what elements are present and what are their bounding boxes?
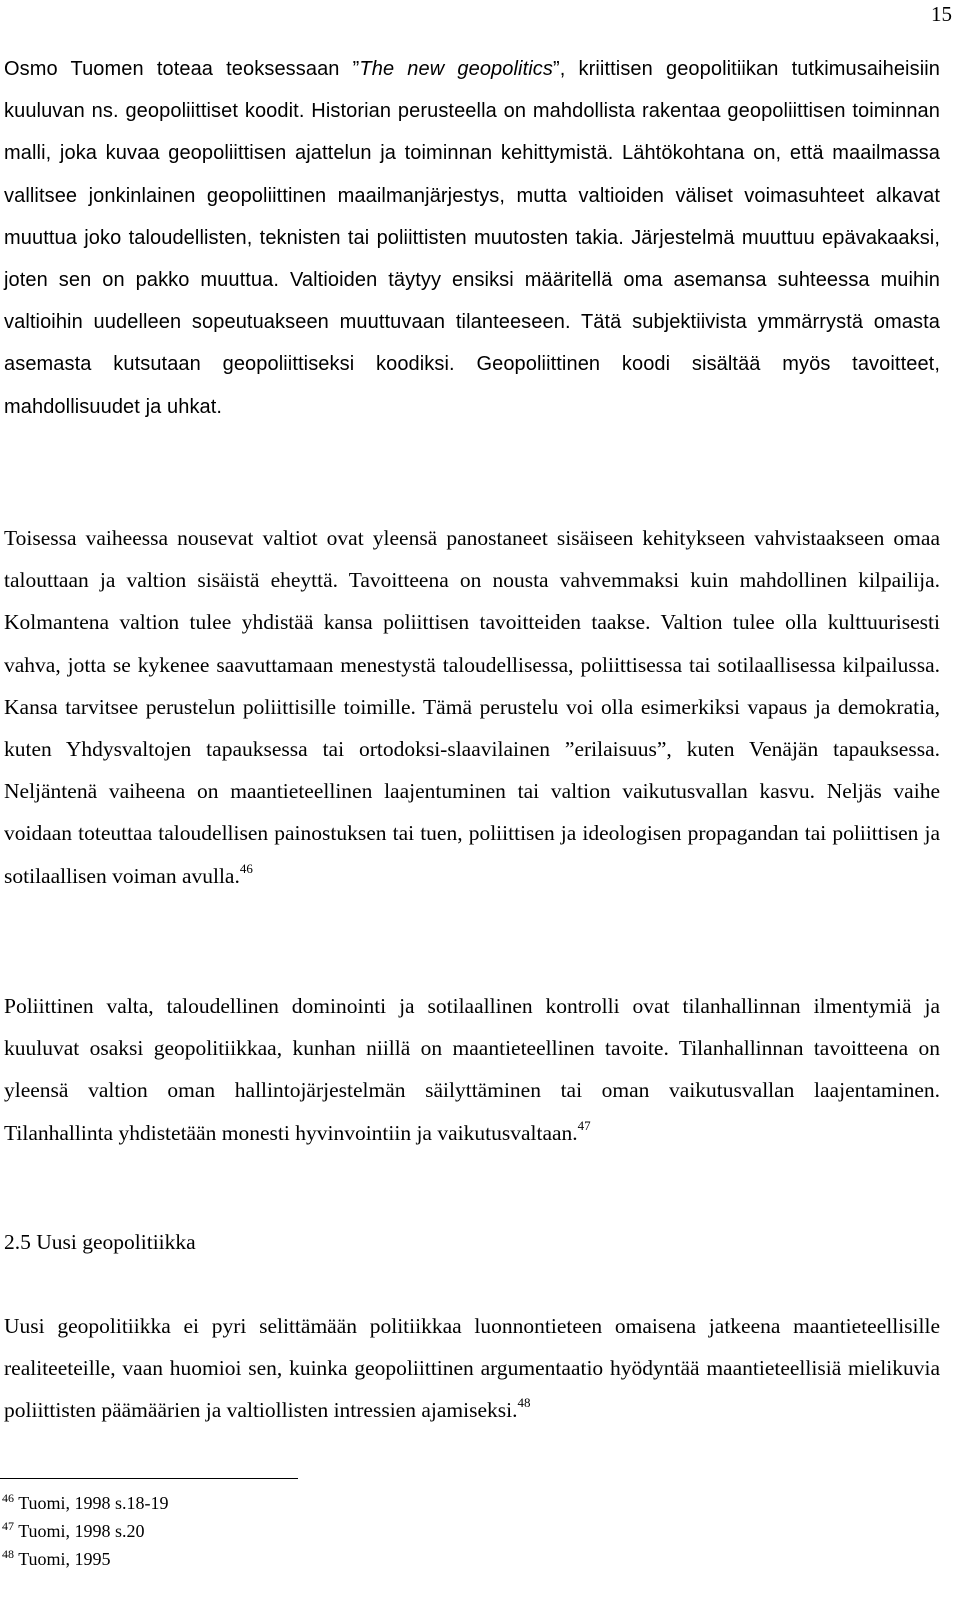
paragraph-second-phase	[4, 517, 940, 900]
paragraph-new-geopolitics	[4, 1305, 940, 1435]
footnote-item	[2, 1490, 169, 1518]
footnote-item	[2, 1518, 169, 1546]
book-title: The new geopolitics	[359, 58, 553, 80]
paragraph-territorial-control	[4, 985, 940, 1157]
footnote-text: Tuomi, 1998 s.18-19	[18, 1493, 169, 1513]
footnote-text: Tuomi, 1998 s.20	[18, 1521, 145, 1541]
paragraph-geopolitical-codes	[4, 48, 940, 428]
footnote-divider	[0, 1478, 298, 1479]
paragraph-text: Uusi geopolitiikka ei pyri selittämään politiikkaa luonnontieteen omaisena jatkeena maantieteellisille realiteeteille, vaan huomioi sen, kuinka geopoliittinen argumentaatio hyödyntää maantieteellisiä mielikuvia poliittisten päämäärien ja valtiollisten intressien ajamiseksi.	[4, 1314, 940, 1423]
paragraph-text: Toisessa vaiheessa nousevat valtiot ovat yleensä panostaneet sisäiseen kehitykseen vahvistaakseen omaa talouttaan ja valtion sisäistä eheyttä. Tavoitteena on nousta vahvemmaksi kuin mahdollinen kilpailija. Kolmantena valtion tulee yhdistää kansa poliittisen tavoitteiden taakse. Valtion tulee olla kulttuurisesti vahva, jotta se kykenee saavuttamaan menestystä taloudellisessa, poliittisessa tai sotilaallisessa kilpailussa. Kansa tarvitsee perustelun poliittisille toimille. Tämä perustelu voi olla esimerkiksi vapaus ja demokratia, kuten Yhdysvaltojen tapauksessa tai ortodoksi-slaavilainen ”erilaisuus”, kuten Venäjän tapauksessa. Neljäntenä vaiheena on maantieteellinen laajentuminen tai valtion vaikutusvallan kasvu. Neljäs vaihe voidaan toteuttaa taloudellisen painostuksen tai tuen, poliittisen ja ideologisen propagandan tai poliittisen ja sotilaallisen voiman avulla.	[4, 526, 940, 888]
footnote-reference[interactable]: 48	[517, 1395, 531, 1411]
footnote-reference[interactable]: 47	[577, 1117, 591, 1133]
footnote-number: 47	[2, 1519, 14, 1533]
page-number: 15	[931, 2, 952, 26]
footnote-number: 46	[2, 1491, 14, 1505]
paragraph-text: ”, kriittisen geopolitiikan tutkimusaiheisiin kuuluvan ns. geopoliittiset koodit. Historian perusteella on mahdollista rakentaa geopoliittisen toiminnan malli, joka kuvaa geopoliittisen ajattelun ja toiminnan kehittymistä. Lähtökohtana on, että maailmassa vallitsee jonkinlainen geopoliittinen maailmanjärjestys, mutta valtioiden väliset voimasuhteet alkavat muuttua joko taloudellisten, teknisten tai poliittisten muutosten takia. Järjestelmä muuttuu epävakaaksi, joten sen on pakko muuttua. Valtioiden täytyy ensiksi määritellä oma asemansa suhteessa muihin valtioihin uudelleen sopeutuakseen muuttuvaan tilanteeseen. Tätä subjektiivista ymmärrystä omasta asemasta kutsutaan geopoliittiseksi koodiksi. Geopoliittinen koodi sisältää myös tavoitteet, mahdollisuudet ja uhkat.	[4, 58, 940, 418]
paragraph-text: Osmo Tuomen toteaa teoksessaan ”	[4, 58, 360, 80]
section-heading: 2.5 Uusi geopolitiikka	[4, 1230, 196, 1254]
paragraph-text: Poliittinen valta, taloudellinen dominointi ja sotilaallinen kontrolli ovat tilanhallinnan ilmentymiä ja kuuluvat osaksi geopolitiikkaa, kunhan niillä on maantieteellinen tavoite. Tilanhallinnan tavoitteena on yleensä valtion oman hallintojärjestelmän säilyttäminen tai oman vaikutusvallan laajentaminen. Tilanhallinta yhdistetään monesti hyvinvointiin ja vaikutusvaltaan.	[4, 994, 940, 1145]
footnotes	[2, 1490, 169, 1574]
footnote-text: Tuomi, 1995	[18, 1549, 111, 1569]
footnote-reference[interactable]: 46	[239, 860, 253, 876]
footnote-number: 48	[2, 1547, 14, 1561]
footnote-item	[2, 1546, 169, 1574]
